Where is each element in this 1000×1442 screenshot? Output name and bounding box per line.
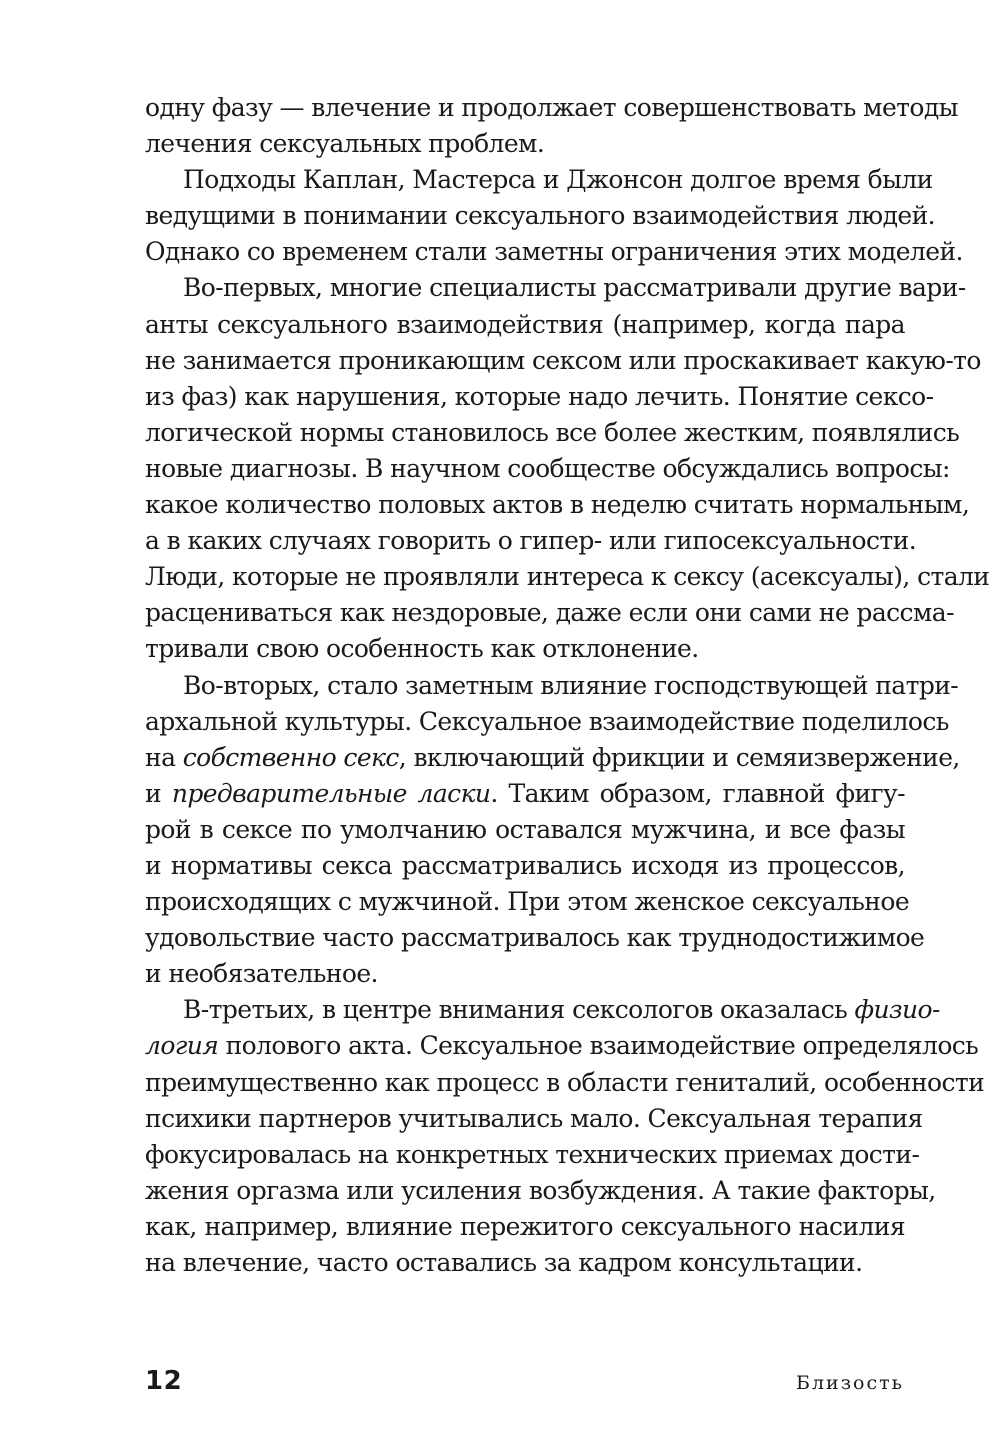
text-line: логической нормы становилось все более жестким, появлялись xyxy=(145,417,960,447)
text-line: одну фазу — влечение и продолжает совершенствовать методы xyxy=(145,93,958,122)
running-title: Близость xyxy=(796,1372,904,1394)
text-line: какое количество половых актов в неделю считать нормальным, xyxy=(145,490,970,520)
text-line: рой в сексе по умолчанию оставался мужчина, и все фазы xyxy=(145,814,905,844)
text-line: В-третьих, в центре внимания сексологов оказалась физио- xyxy=(183,995,940,1025)
text-line: на влечение, часто оставались за кадром консультации. xyxy=(145,1248,863,1277)
italic-emphasis: собственно секс xyxy=(182,742,399,772)
text-line: не занимается проникающим сексом или проскакивает какую-то xyxy=(145,345,981,375)
text-line: жения оргазма или усиления возбуждения. А такие факторы, xyxy=(145,1175,936,1205)
text-line: лечения сексуальных проблем. xyxy=(145,129,545,159)
text-line: преимущественно как процесс в области гениталий, особенности xyxy=(145,1067,985,1097)
text-line: происходящих с мужчиной. При этом женское сексуальное xyxy=(145,887,910,917)
text-line: Подходы Каплан, Мастерса и Джонсон долгое время были xyxy=(183,165,933,195)
text-line: расцениваться как нездоровые, даже если они сами не рассма- xyxy=(145,598,954,628)
text-line: фокусировалась на конкретных технических приемах дости- xyxy=(145,1139,920,1169)
text-line: анты сексуального взаимодействия (например, когда пара xyxy=(145,309,905,339)
text-line: Во-первых, многие специалисты рассматривали другие вари- xyxy=(183,273,966,303)
body-text xyxy=(145,90,990,1281)
text-line: психики партнеров учитывались мало. Сексуальная терапия xyxy=(145,1103,923,1133)
page-number: 12 xyxy=(145,1366,183,1396)
italic-emphasis: физио- xyxy=(854,995,940,1025)
text-line: и нормативы секса рассматривались исходя из процессов, xyxy=(145,850,905,880)
text-line: на собственно секс, включающий фрикции и семяизвержение, xyxy=(145,742,960,772)
text-line: а в каких случаях говорить о гипер- или гипосексуальности. xyxy=(145,526,917,556)
text-line: тривали свою особенность как отклонение. xyxy=(145,634,699,664)
text-line: логия полового акта. Сексуальное взаимодействие определялось xyxy=(145,1031,979,1061)
text-line: как, например, влияние пережитого сексуального насилия xyxy=(145,1211,905,1241)
text-line: и предварительные ласки. Таким образом, главной фигу- xyxy=(145,778,905,808)
italic-emphasis: предварительные ласки xyxy=(171,778,491,808)
text-line: Однако со временем стали заметны ограничения этих моделей. xyxy=(145,237,963,267)
text-line: удовольствие часто рассматривалось как труднодостижимое xyxy=(145,923,925,953)
text-line: ведущими в понимании сексуального взаимодействия людей. xyxy=(145,201,935,231)
text-line: из фаз) как нарушения, которые надо лечить. Понятие сексо- xyxy=(145,381,934,411)
text-line: архальной культуры. Сексуальное взаимодействие поделилось xyxy=(145,706,949,736)
italic-emphasis: логия xyxy=(145,1031,219,1061)
text-line: Во-вторых, стало заметным влияние господствующей патри- xyxy=(183,670,959,700)
text-line: новые диагнозы. В научном сообществе обсуждались вопросы: xyxy=(145,453,950,483)
text-line: и необязательное. xyxy=(145,959,378,989)
text-line: Люди, которые не проявляли интереса к сексу (асексуалы), стали xyxy=(145,562,990,592)
